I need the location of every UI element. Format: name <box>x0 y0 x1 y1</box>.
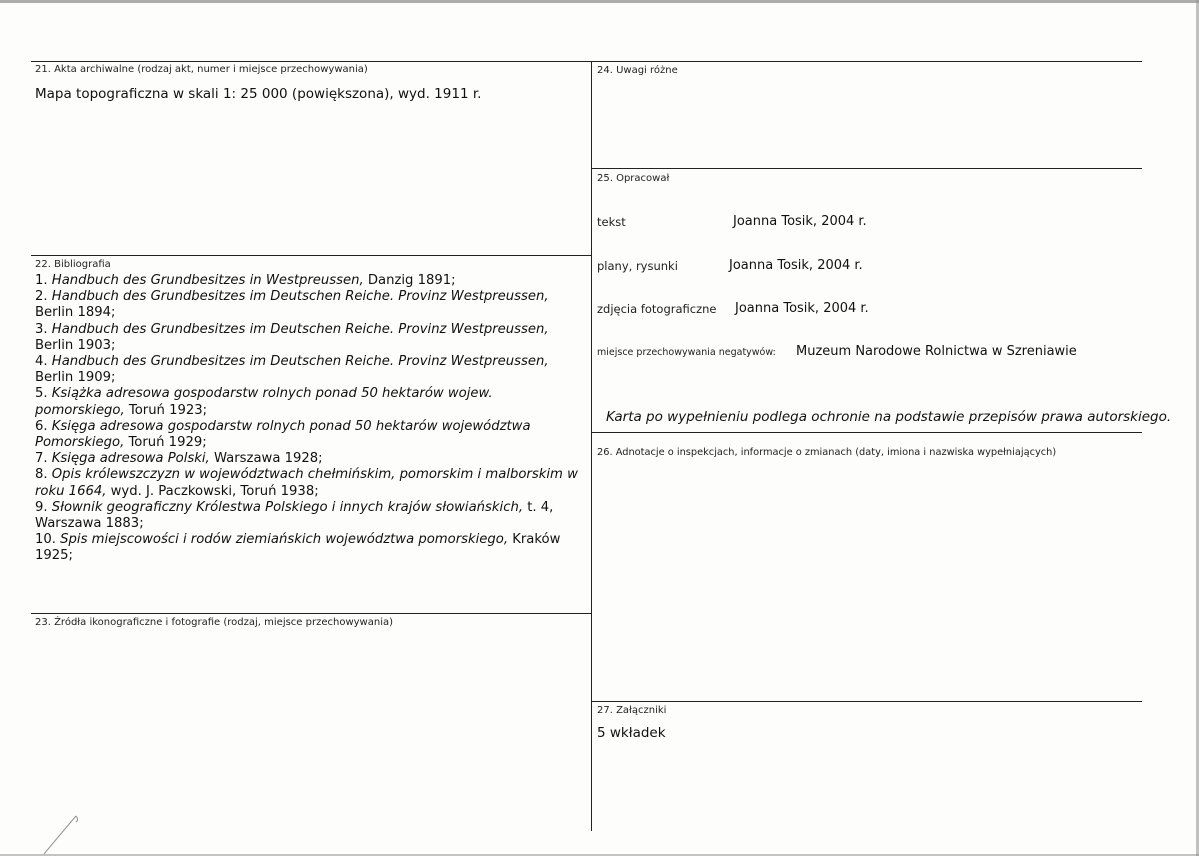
bibliography-line <box>35 484 587 500</box>
f25-miejsce-label: miejsce przechowywania negatywów: <box>597 347 776 358</box>
rule-top-right <box>592 61 1142 62</box>
bibliography-line <box>35 532 587 564</box>
copyright-note: Karta po wypełnieniu podlega ochronie na podstawie przepisów prawa autorskiego. <box>606 409 1172 425</box>
rule-f23-top <box>31 613 592 614</box>
f25-plany-value: Joanna Tosik, 2004 r. <box>729 258 863 273</box>
bibliography-title: Handbuch des Grundbesitzes im Deutschen Reiche. Provinz Westpreussen, <box>51 289 549 305</box>
bibliography-text: 4. <box>35 354 52 370</box>
bibliography-line <box>35 467 587 483</box>
bibliography-text: 3. <box>35 321 52 337</box>
bibliography-entry <box>35 289 587 321</box>
field-24-label: 24. Uwagi różne <box>597 65 678 76</box>
bibliography-line <box>35 338 587 354</box>
bibliography-title: pomorskiego, <box>35 402 125 418</box>
bibliography-line <box>35 419 587 435</box>
f25-tekst-label: tekst <box>597 215 626 229</box>
bibliography-entry <box>35 419 587 451</box>
bibliography-entry <box>35 273 587 289</box>
f25-miejsce-value: Muzeum Narodowe Rolnictwa w Szreniawie <box>796 344 1077 359</box>
bibliography-text: 10. <box>35 532 61 548</box>
field-22-label: 22. Bibliografia <box>35 259 111 270</box>
field-23-label: 23. Źródła ikonograficzne i fotografie (rodzaj, miejsce przechowywania) <box>35 617 394 628</box>
rule-f26-top <box>592 432 1142 433</box>
bibliography-line <box>35 370 587 386</box>
bibliography-title: Opis królewszczyzn w województwach chełmińskim, pomorskim i malborskim w <box>51 467 578 483</box>
bibliography-list <box>35 273 587 565</box>
field-21-value: Mapa topograficzna w skali 1: 25 000 (powiększona), wyd. 1911 r. <box>35 86 482 102</box>
bibliography-line <box>35 451 587 467</box>
bibliography-line <box>35 386 587 402</box>
bibliography-line <box>35 305 587 321</box>
rule-f25-top <box>592 168 1142 169</box>
scan-top-edge <box>0 0 1199 3</box>
bibliography-line <box>35 289 587 305</box>
bibliography-text: Kraków 1925; <box>35 532 561 564</box>
bibliography-text: Berlin 1909; <box>35 370 116 386</box>
bibliography-title: Księga adresowa Polski, <box>51 451 210 467</box>
bibliography-entry <box>35 532 587 564</box>
bibliography-text: 8. <box>35 467 52 483</box>
bibliography-text: 2. <box>35 289 52 305</box>
bibliography-title: Słownik geograficzny Królestwa Polskiego i innych krajów słowiańskich, <box>51 499 524 515</box>
field-26-label: 26. Adnotacje o inspekcjach, informacje o zmianach (daty, imiona i nazwiska wypełniających) <box>597 447 1057 458</box>
bibliography-title: Handbuch des Grundbesitzes in Westpreussen, <box>51 273 364 288</box>
bibliography-title: Księga adresowa gospodarstw rolnych ponad 50 hektarów województwa <box>51 418 531 434</box>
field-21-label: 21. Akta archiwalne (rodzaj akt, numer i miejsce przechowywania) <box>35 64 368 75</box>
bibliography-entry <box>35 386 587 418</box>
bibliography-text: Berlin 1894; <box>35 305 116 321</box>
bibliography-line <box>35 322 587 338</box>
field-27-value: 5 wkładek <box>597 725 666 741</box>
f25-tekst-value: Joanna Tosik, 2004 r. <box>733 214 867 229</box>
field-25-label: 25. Opracował <box>597 173 670 184</box>
f25-plany-label: plany, rysunki <box>597 259 678 273</box>
bibliography-text: Berlin 1903; <box>35 337 116 353</box>
bibliography-title: Pomorskiego, <box>35 435 125 451</box>
rule-top-left <box>31 61 592 62</box>
f25-zdjecia-value: Joanna Tosik, 2004 r. <box>735 301 869 316</box>
bibliography-title: roku 1664, <box>35 483 107 499</box>
bibliography-title: Handbuch des Grundbesitzes im Deutschen Reiche. Provinz Westpreussen, <box>51 354 549 370</box>
bibliography-line <box>35 435 587 451</box>
f25-zdjecia-label: zdjęcia fotograficzne <box>597 302 717 316</box>
bibliography-entry <box>35 322 587 354</box>
bibliography-text: 7. <box>35 451 52 467</box>
bibliography-text: wyd. J. Paczkowski, Toruń 1938; <box>106 483 319 499</box>
bibliography-entry <box>35 451 587 467</box>
bibliography-line <box>35 273 587 289</box>
bibliography-title: Książka adresowa gospodarstw rolnych ponad 50 hektarów wojew. <box>51 386 493 402</box>
pencil-mark <box>40 812 90 856</box>
field-27-label: 27. Załączniki <box>597 705 667 716</box>
bibliography-title: Handbuch des Grundbesitzes im Deutschen Reiche. Provinz Westpreussen, <box>51 321 549 337</box>
bibliography-text: 5. <box>35 386 52 402</box>
bibliography-text: 1. <box>35 273 52 288</box>
rule-f22-top <box>31 255 592 256</box>
bibliography-line <box>35 516 587 532</box>
bibliography-text: Toruń 1923; <box>124 402 208 418</box>
rule-f27-top <box>592 701 1142 702</box>
bibliography-line <box>35 403 587 419</box>
bibliography-entry <box>35 354 587 386</box>
bibliography-text: t. 4, <box>523 499 554 515</box>
bibliography-entry <box>35 500 587 532</box>
bibliography-text: 6. <box>35 418 52 434</box>
column-divider <box>591 61 592 831</box>
bibliography-line <box>35 354 587 370</box>
bibliography-text: Danzig 1891; <box>363 273 456 288</box>
bibliography-line <box>35 500 587 516</box>
bibliography-entry <box>35 467 587 499</box>
bibliography-text: Warszawa 1928; <box>209 451 323 467</box>
bibliography-text: Warszawa 1883; <box>35 516 144 532</box>
bibliography-text: Toruń 1929; <box>124 435 207 451</box>
bibliography-text: 9. <box>35 499 52 515</box>
bibliography-title: Spis miejscowości i rodów ziemiańskich województwa pomorskiego, <box>60 532 509 548</box>
